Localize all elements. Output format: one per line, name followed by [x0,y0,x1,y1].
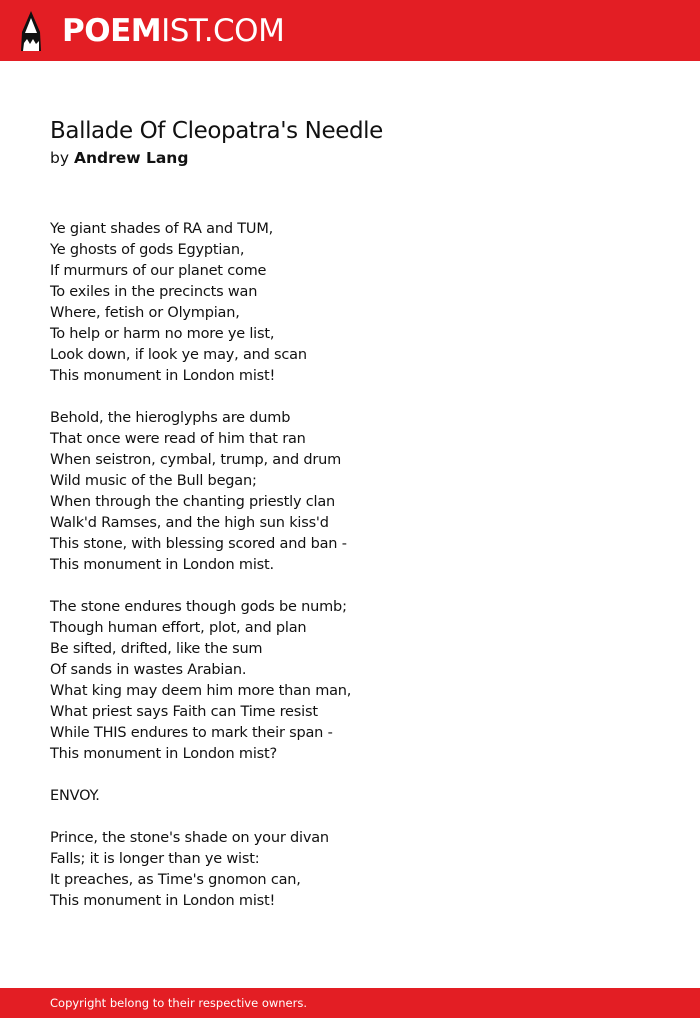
poem-line: Wild music of the Bull began; [50,473,257,489]
poem-line: That once were read of him that ran [50,431,306,447]
poem-line: When through the chanting priestly clan [50,494,336,510]
poem-line: Behold, the hieroglyphs are dumb [50,410,291,426]
site-logo[interactable] [62,12,284,50]
poem-line: Walk'd Ramses, and the high sun kiss'd [50,515,329,531]
site-footer [0,988,700,1018]
poem-line: If murmurs of our planet come [50,263,267,279]
poem-line: Look down, if look ye may, and scan [50,347,307,363]
logo-light-text: IST.COM [161,13,285,49]
copyright-text: Copyright belong to their respective owners. [50,996,308,1010]
poem-line: Be sifted, drifted, like the sum [50,641,263,657]
poem-stanza [50,219,351,387]
poem-line: What king may deem him more than man, [50,683,352,699]
poem-line: It preaches, as Time's gnomon can, [50,872,301,888]
poem-body [50,219,351,933]
poem-line: This monument in London mist? [50,746,278,762]
poem-line: While THIS endures to mark their span - [50,725,333,741]
poem-title: Ballade Of Cleopatra's Needle [50,118,383,144]
poem-line: This stone, with blessing scored and ban - [50,536,347,552]
poem-line: Prince, the stone's shade on your divan [50,830,329,846]
site-header [0,0,700,61]
poem-line: Ye ghosts of gods Egyptian, [50,242,245,258]
poem-line: Of sands in wastes Arabian. [50,662,247,678]
poem-line: The stone endures though gods be numb; [50,599,347,615]
poem-line: This monument in London mist. [50,557,274,573]
poem-line: This monument in London mist! [50,368,276,384]
poem-line: Ye giant shades of RA and TUM, [50,221,274,237]
logo-bold-text: POEM [62,13,162,49]
poem-stanza [50,828,351,912]
poem-stanza [50,786,351,807]
poem-line: Falls; it is longer than ye wist: [50,851,260,867]
poem-stanza [50,597,351,765]
pen-nib-icon [18,10,44,52]
author-name: Andrew Lang [73,149,189,167]
poem-line: Where, fetish or Olympian, [50,305,240,321]
byline-prefix: by [50,149,70,167]
poem-line: To exiles in the precincts wan [50,284,258,300]
poem-line: This monument in London mist! [50,893,276,909]
poem-line: Though human effort, plot, and plan [50,620,307,636]
byline [50,148,188,169]
poem-line: ENVOY. [50,788,100,804]
poem-line: To help or harm no more ye list, [50,326,275,342]
poem-line: When seistron, cymbal, trump, and drum [50,452,342,468]
poem-stanza [50,408,351,576]
poem-line: What priest says Faith can Time resist [50,704,318,720]
